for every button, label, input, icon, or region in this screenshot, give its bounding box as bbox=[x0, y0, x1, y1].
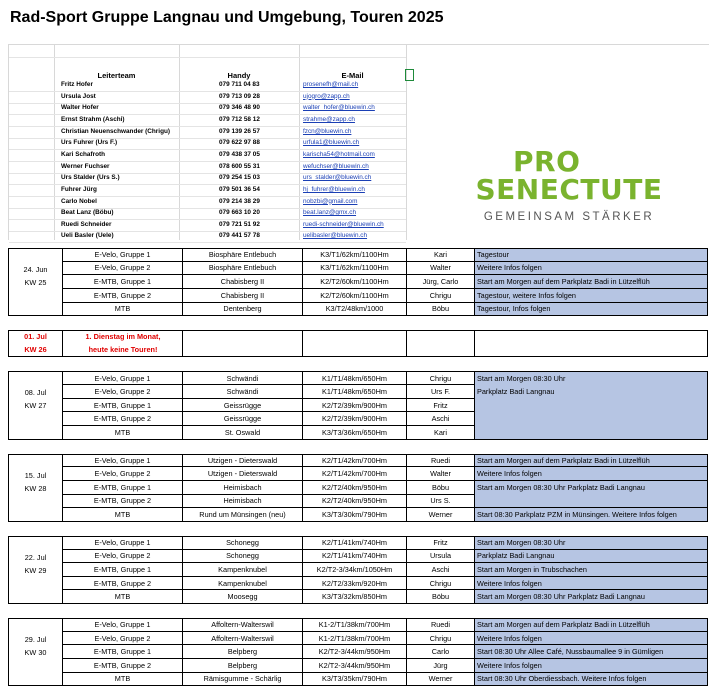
date-cell bbox=[8, 659, 63, 673]
tour-route: Schonegg bbox=[183, 536, 303, 550]
tour-profile: K2/T2/39km/900Hm bbox=[303, 399, 407, 413]
tour-info: Start 08:30 Uhr Allee Café, Nussbaumallee 9 in Gümligen bbox=[475, 645, 708, 659]
tour-week: KW 29 bbox=[24, 565, 47, 575]
tour-info bbox=[475, 412, 708, 426]
tour-route: Chabisberg II bbox=[183, 289, 303, 303]
date-cell bbox=[8, 618, 63, 632]
tour-route: Heimisbach bbox=[183, 481, 303, 495]
tour-route: Moosegg bbox=[183, 590, 303, 604]
tour-row bbox=[8, 673, 708, 687]
empty-cell bbox=[183, 330, 303, 344]
tour-info: Start am Morgen 08:30 Uhr bbox=[475, 371, 708, 385]
contact-email-link[interactable]: karischa54@hotmail.com bbox=[303, 150, 375, 158]
contact-phone: 078 600 55 31 bbox=[219, 162, 260, 170]
date-cell bbox=[8, 590, 63, 604]
tour-route: St. Oswald bbox=[183, 426, 303, 440]
tour-route: Belpberg bbox=[183, 659, 303, 673]
contact-email-link[interactable]: strahme@zapp.ch bbox=[303, 115, 355, 123]
tour-profile: K2/T2-3/44km/950Hm bbox=[303, 659, 407, 673]
contact-phone: 079 254 15 03 bbox=[219, 174, 260, 182]
tour-info: Tagestour bbox=[475, 248, 708, 262]
tour-leader: Böbu bbox=[407, 590, 475, 604]
tour-group: MTB bbox=[63, 303, 183, 317]
empty-cell bbox=[475, 344, 708, 358]
contact-phone: 079 441 57 78 bbox=[219, 232, 260, 240]
contact-row bbox=[9, 138, 406, 150]
tour-route: Schonegg bbox=[183, 550, 303, 564]
week-block bbox=[8, 536, 708, 604]
tour-week: KW 27 bbox=[24, 401, 47, 411]
contact-row bbox=[9, 92, 406, 104]
tour-info: Parkplatz Badi Langnau bbox=[475, 550, 708, 564]
spacer-cell bbox=[8, 316, 63, 330]
tour-profile: K1-2/T1/38km/700Hm bbox=[303, 618, 407, 632]
date-cell bbox=[8, 412, 63, 426]
tour-row bbox=[8, 467, 708, 481]
tour-leader: Urs F. bbox=[407, 385, 475, 399]
contact-row bbox=[9, 150, 406, 162]
tour-row bbox=[8, 618, 708, 632]
contact-email-link[interactable]: ujogro@zapp.ch bbox=[303, 92, 350, 100]
tour-row bbox=[8, 550, 708, 564]
tour-row bbox=[8, 645, 708, 659]
tour-info: Start am Morgen 08:30 Uhr bbox=[475, 536, 708, 550]
tour-leader: Werner bbox=[407, 508, 475, 522]
tour-group: MTB bbox=[63, 673, 183, 687]
tour-route: Rämisgumme - Schärlig bbox=[183, 673, 303, 687]
tour-group: E-MTB, Gruppe 1 bbox=[63, 481, 183, 495]
contact-phone: 079 663 10 20 bbox=[219, 209, 260, 217]
spacer-row bbox=[8, 604, 708, 618]
tour-profile: K3/T3/36km/650Hm bbox=[303, 426, 407, 440]
tour-route: Biosphäre Entlebuch bbox=[183, 262, 303, 276]
tour-group: E-Velo, Gruppe 1 bbox=[63, 618, 183, 632]
tour-profile: K2/T2/60km/1100Hm bbox=[303, 275, 407, 289]
tour-leader: Fritz bbox=[407, 399, 475, 413]
tour-profile: K2/T2/40km/950Hm bbox=[303, 495, 407, 509]
week-block bbox=[8, 371, 708, 439]
tour-profile: K3/T3/30km/790Hm bbox=[303, 508, 407, 522]
tour-info: Start am Morgen in Trubschachen bbox=[475, 563, 708, 577]
date-cell bbox=[8, 371, 63, 385]
empty-cell bbox=[303, 330, 407, 344]
week-block bbox=[8, 330, 708, 357]
contact-phone: 079 501 36 54 bbox=[219, 185, 260, 193]
grid-line bbox=[9, 242, 406, 243]
tour-group: MTB bbox=[63, 426, 183, 440]
contact-row bbox=[9, 162, 406, 174]
tour-group: E-MTB, Gruppe 2 bbox=[63, 289, 183, 303]
tour-row bbox=[8, 399, 708, 413]
tour-row bbox=[8, 590, 708, 604]
tour-leader: Ruedi bbox=[407, 618, 475, 632]
date-cell bbox=[8, 536, 63, 550]
contact-row bbox=[9, 185, 406, 197]
tour-route: Schwändi bbox=[183, 385, 303, 399]
contact-name: Urs Fuhrer (Urs F.) bbox=[61, 139, 118, 147]
tour-group: E-Velo, Gruppe 1 bbox=[63, 371, 183, 385]
tour-profile: K2/T1/42km/700Hm bbox=[303, 467, 407, 481]
contact-name: Fuhrer Jürg bbox=[61, 185, 97, 193]
tour-profile: K3/T3/35km/790Hm bbox=[303, 673, 407, 687]
contact-name: Urs Stalder (Urs S.) bbox=[61, 174, 120, 182]
tour-profile: K1/T1/48km/650Hm bbox=[303, 385, 407, 399]
tour-group: E-MTB, Gruppe 1 bbox=[63, 399, 183, 413]
contact-name: Kari Schafroth bbox=[61, 150, 106, 158]
tour-leader: Kari bbox=[407, 248, 475, 262]
tour-profile: K2/T2-3/34km/1050Hm bbox=[303, 563, 407, 577]
contact-phone: 079 622 97 88 bbox=[219, 139, 260, 147]
tour-leader: Walter bbox=[407, 262, 475, 276]
tour-row bbox=[8, 495, 708, 509]
date-cell bbox=[8, 289, 63, 303]
tour-info: Parkplatz Badi Langnau bbox=[475, 385, 708, 399]
tour-profile: K3/T1/62km/1100Hm bbox=[303, 248, 407, 262]
page-title: Rad-Sport Gruppe Langnau und Umgebung, Touren 2025 bbox=[10, 9, 444, 26]
contact-email-link[interactable]: hj_fuhrer@bluewin.ch bbox=[303, 185, 365, 193]
contact-name: Ursula Jost bbox=[61, 92, 96, 100]
tour-date: 01. Jul bbox=[24, 332, 47, 342]
tour-profile: K3/T2/48km/1000 bbox=[303, 303, 407, 317]
header-phone: Handy bbox=[227, 71, 251, 80]
date-cell bbox=[8, 508, 63, 522]
tour-route: Kampenknubel bbox=[183, 563, 303, 577]
tour-week: KW 25 bbox=[24, 278, 47, 287]
tour-leader: Chrigu bbox=[407, 371, 475, 385]
tour-group: E-MTB, Gruppe 2 bbox=[63, 495, 183, 509]
contact-phone: 079 713 09 28 bbox=[219, 92, 260, 100]
tour-info: Tagestour, Infos folgen bbox=[475, 303, 708, 317]
tour-leader: Böbu bbox=[407, 481, 475, 495]
tour-profile: K2/T2/60km/1100Hm bbox=[303, 289, 407, 303]
contacts-table bbox=[8, 44, 709, 240]
empty-cell bbox=[303, 344, 407, 358]
empty-cell bbox=[407, 330, 475, 344]
contact-row bbox=[9, 103, 406, 115]
tour-week: KW 28 bbox=[24, 483, 47, 493]
contact-phone: 079 721 51 92 bbox=[219, 220, 260, 228]
selected-cell[interactable] bbox=[405, 69, 414, 81]
tour-route: Kampenknubel bbox=[183, 577, 303, 591]
contact-name: Ueli Basler (Uele) bbox=[61, 232, 114, 240]
tour-route: Affoltern-Walterswil bbox=[183, 632, 303, 646]
date-cell bbox=[8, 303, 63, 317]
tour-group: E-MTB, Gruppe 2 bbox=[63, 659, 183, 673]
no-tour-note: 1. Dienstag im Monat, bbox=[85, 332, 161, 342]
contact-name: Fritz Hofer bbox=[61, 81, 93, 88]
contact-email-link[interactable]: nobzbi@gmail.com bbox=[303, 197, 358, 205]
tour-row bbox=[8, 577, 708, 591]
pro-senectute-logo bbox=[469, 145, 669, 223]
tour-route: Belpberg bbox=[183, 645, 303, 659]
tour-leader: Ruedi bbox=[407, 454, 475, 468]
tour-group: E-MTB, Gruppe 1 bbox=[63, 645, 183, 659]
tour-info: Weitere Infos folgen bbox=[475, 659, 708, 673]
date-cell bbox=[8, 248, 63, 262]
spacer-cell bbox=[8, 522, 63, 536]
tour-group: E-MTB, Gruppe 1 bbox=[63, 563, 183, 577]
tour-profile: K2/T1/41km/740Hm bbox=[303, 550, 407, 564]
tour-row bbox=[8, 303, 708, 317]
tour-row bbox=[8, 508, 708, 522]
tour-group: MTB bbox=[63, 508, 183, 522]
tour-profile: K2/T1/41km/740Hm bbox=[303, 536, 407, 550]
tour-route: Dentenberg bbox=[183, 303, 303, 317]
tour-group: MTB bbox=[63, 590, 183, 604]
contact-phone: 079 139 26 57 bbox=[219, 127, 260, 135]
tour-profile: K2/T2/39km/900Hm bbox=[303, 412, 407, 426]
spacer-row bbox=[8, 522, 708, 536]
header-team: Leiterteam bbox=[97, 71, 136, 80]
tour-group: E-Velo, Gruppe 2 bbox=[63, 632, 183, 646]
tour-leader: Böbu bbox=[407, 303, 475, 317]
tour-leader: Werner bbox=[407, 673, 475, 687]
tour-info: Start am Morgen auf dem Parkplatz Badi in Lützelflüh bbox=[475, 454, 708, 468]
tour-profile: K1/T1/48km/650Hm bbox=[303, 371, 407, 385]
date-cell bbox=[8, 577, 63, 591]
contact-name: Ruedi Schneider bbox=[61, 220, 112, 228]
spacer-cell bbox=[8, 357, 63, 371]
contact-email-link[interactable]: beat.lanz@gmx.ch bbox=[303, 209, 357, 217]
tour-row bbox=[8, 248, 708, 262]
contact-row bbox=[9, 197, 406, 209]
contact-phone: 079 712 58 12 bbox=[219, 115, 260, 123]
contact-email-link[interactable]: ruedi-schneider@bluewin.ch bbox=[303, 220, 384, 228]
tour-leader: Chrigu bbox=[407, 632, 475, 646]
contact-row bbox=[9, 220, 406, 232]
tour-row bbox=[8, 454, 708, 468]
tour-route: Chabisberg II bbox=[183, 275, 303, 289]
tour-row bbox=[8, 262, 708, 276]
contact-email-link[interactable]: urfula1@bluewin.ch bbox=[303, 139, 360, 147]
tour-group: E-Velo, Gruppe 2 bbox=[63, 467, 183, 481]
spacer-cell bbox=[8, 604, 63, 618]
empty-cell bbox=[475, 330, 708, 344]
spacer-row bbox=[8, 316, 708, 330]
tour-row bbox=[8, 659, 708, 673]
tour-profile: K2/T2/33km/920Hm bbox=[303, 577, 407, 591]
tour-leader: Walter bbox=[407, 467, 475, 481]
tour-profile: K3/T1/62km/1100Hm bbox=[303, 262, 407, 276]
contact-name: Beat Lanz (Böbu) bbox=[61, 209, 114, 217]
tour-info: Start am Morgen 08:30 Uhr Parkplatz Badi Langnau bbox=[475, 590, 708, 604]
tour-profile: K2/T2-3/44km/950Hm bbox=[303, 645, 407, 659]
week-block bbox=[8, 454, 708, 522]
date-cell bbox=[8, 426, 63, 440]
logo-line-2: SENECTUTE bbox=[475, 173, 663, 206]
spacer-row bbox=[8, 357, 708, 371]
tour-week: KW 30 bbox=[24, 648, 47, 658]
tour-group: E-Velo, Gruppe 2 bbox=[63, 385, 183, 399]
tour-leader: Fritz bbox=[407, 536, 475, 550]
grid-line bbox=[9, 44, 709, 45]
contact-email-link[interactable]: urs_stalder@bluewin.ch bbox=[303, 174, 372, 182]
empty-cell bbox=[407, 344, 475, 358]
tour-leader: Urs S. bbox=[407, 495, 475, 509]
header-email: E-Mail bbox=[341, 71, 364, 80]
grid-line bbox=[9, 57, 406, 58]
contact-name: Carlo Nobel bbox=[61, 197, 97, 205]
tour-row bbox=[8, 481, 708, 495]
tour-row bbox=[8, 536, 708, 550]
tour-group: E-MTB, Gruppe 2 bbox=[63, 412, 183, 426]
contact-name: Werner Fuchser bbox=[61, 162, 110, 170]
tour-info: Start 08:30 Uhr Oberdiessbach. Weitere Infos folgen bbox=[475, 673, 708, 687]
tour-profile: K3/T3/32km/850Hm bbox=[303, 590, 407, 604]
date-cell bbox=[8, 454, 63, 468]
tour-route: Utzigen - Dieterswald bbox=[183, 467, 303, 481]
tour-row bbox=[8, 289, 708, 303]
tour-row bbox=[8, 632, 708, 646]
tour-row bbox=[8, 563, 708, 577]
tour-info bbox=[475, 399, 708, 413]
contact-name: Christian Neuenschwander (Chrigu) bbox=[61, 127, 171, 135]
tour-row bbox=[8, 385, 708, 399]
tour-row bbox=[8, 275, 708, 289]
tour-group: E-Velo, Gruppe 1 bbox=[63, 454, 183, 468]
tour-profile: K2/T1/42km/700Hm bbox=[303, 454, 407, 468]
contact-name: Ernst Strahm (Aschi) bbox=[61, 115, 125, 123]
date-cell bbox=[8, 673, 63, 687]
tour-info: Start 08:30 Parkplatz PZM in Münsingen. Weitere Infos folgen bbox=[475, 508, 708, 522]
tour-route: Utzigen - Dieterswald bbox=[183, 454, 303, 468]
tour-row bbox=[8, 371, 708, 385]
logo-line-1: PRO bbox=[513, 145, 581, 178]
contact-phone: 079 346 48 90 bbox=[219, 104, 260, 112]
tour-info: Tagestour, weitere Infos folgen bbox=[475, 289, 708, 303]
contact-row bbox=[9, 115, 406, 127]
tour-leader: Ursula bbox=[407, 550, 475, 564]
tour-route: Schwändi bbox=[183, 371, 303, 385]
contact-email-link[interactable]: uelibasler@bluewin.ch bbox=[303, 232, 368, 240]
tour-date: 08. Jul bbox=[24, 388, 47, 398]
contact-row bbox=[9, 173, 406, 185]
date-cell bbox=[8, 495, 63, 509]
tour-profile: K2/T2/40km/950Hm bbox=[303, 481, 407, 495]
tour-profile: K1-2/T1/38km/700Hm bbox=[303, 632, 407, 646]
tour-leader: Aschi bbox=[407, 412, 475, 426]
contact-email-link[interactable]: wefuchser@bluewin.ch bbox=[303, 162, 369, 170]
tour-info: Start am Morgen 08:30 Uhr Parkplatz Badi Langnau bbox=[475, 481, 708, 495]
contact-row bbox=[9, 231, 406, 243]
tour-group: E-MTB, Gruppe 2 bbox=[63, 577, 183, 591]
tour-leader: Aschi bbox=[407, 563, 475, 577]
tour-date: 29. Jul bbox=[24, 635, 47, 645]
logo-tagline: GEMEINSAM STÄRKER bbox=[483, 211, 655, 223]
contact-row bbox=[9, 127, 406, 139]
tour-leader: Jürg, Carlo bbox=[407, 275, 475, 289]
tour-info bbox=[475, 426, 708, 440]
spacer-cell bbox=[8, 440, 63, 454]
tour-group: E-Velo, Gruppe 1 bbox=[63, 248, 183, 262]
contact-email-link[interactable]: walter_hofer@bluewin.ch bbox=[303, 104, 375, 112]
tour-row bbox=[8, 426, 708, 440]
tour-date: 15. Jul bbox=[24, 470, 47, 480]
empty-cell bbox=[183, 344, 303, 358]
tour-leader: Chrigu bbox=[407, 289, 475, 303]
tour-date: 22. Jul bbox=[24, 552, 47, 562]
week-block bbox=[8, 618, 708, 686]
tour-group: E-MTB, Gruppe 1 bbox=[63, 275, 183, 289]
tour-info: Weitere Infos folgen bbox=[475, 632, 708, 646]
tours-table bbox=[8, 248, 708, 686]
no-tour-note: heute keine Touren! bbox=[88, 345, 158, 355]
tour-leader: Jürg bbox=[407, 659, 475, 673]
contact-row bbox=[9, 80, 406, 92]
tour-info: Weitere Infos folgen bbox=[475, 577, 708, 591]
tour-group: E-Velo, Gruppe 2 bbox=[63, 262, 183, 276]
tour-group: E-Velo, Gruppe 2 bbox=[63, 550, 183, 564]
tour-route: Heimisbach bbox=[183, 495, 303, 509]
tour-route: Affoltern-Walterswil bbox=[183, 618, 303, 632]
tour-leader: Chrigu bbox=[407, 577, 475, 591]
tour-info: Start am Morgen auf dem Parkplatz Badi in Lützelflüh bbox=[475, 618, 708, 632]
contact-phone: 079 711 04 83 bbox=[219, 81, 260, 88]
tour-route: Geissrügge bbox=[183, 399, 303, 413]
contact-name: Walter Hofer bbox=[61, 104, 99, 112]
tour-leader: Carlo bbox=[407, 645, 475, 659]
tour-leader: Kari bbox=[407, 426, 475, 440]
tour-route: Rund um Münsingen (neu) bbox=[183, 508, 303, 522]
tour-info: Weitere Infos folgen bbox=[475, 467, 708, 481]
spacer-row bbox=[8, 440, 708, 454]
contact-row bbox=[9, 208, 406, 220]
tour-group: E-Velo, Gruppe 1 bbox=[63, 536, 183, 550]
tour-info: Weitere Infos folgen bbox=[475, 262, 708, 276]
contact-phone: 079 214 38 29 bbox=[219, 197, 260, 205]
tour-week: KW 26 bbox=[24, 345, 47, 355]
contact-email-link[interactable]: fzcn@bluewin.ch bbox=[303, 127, 352, 135]
contact-phone: 079 438 37 05 bbox=[219, 150, 260, 158]
tour-route: Biosphäre Entlebuch bbox=[183, 248, 303, 262]
tour-row bbox=[8, 412, 708, 426]
tour-route: Geissrügge bbox=[183, 412, 303, 426]
tour-date: 24. Jun bbox=[23, 265, 48, 274]
tour-info bbox=[475, 495, 708, 509]
tour-info: Start am Morgen auf dem Parkplatz Badi in Lützelflüh bbox=[475, 275, 708, 289]
contact-email-link[interactable]: prosenefh@mail.ch bbox=[303, 81, 359, 88]
week-block bbox=[8, 248, 708, 316]
